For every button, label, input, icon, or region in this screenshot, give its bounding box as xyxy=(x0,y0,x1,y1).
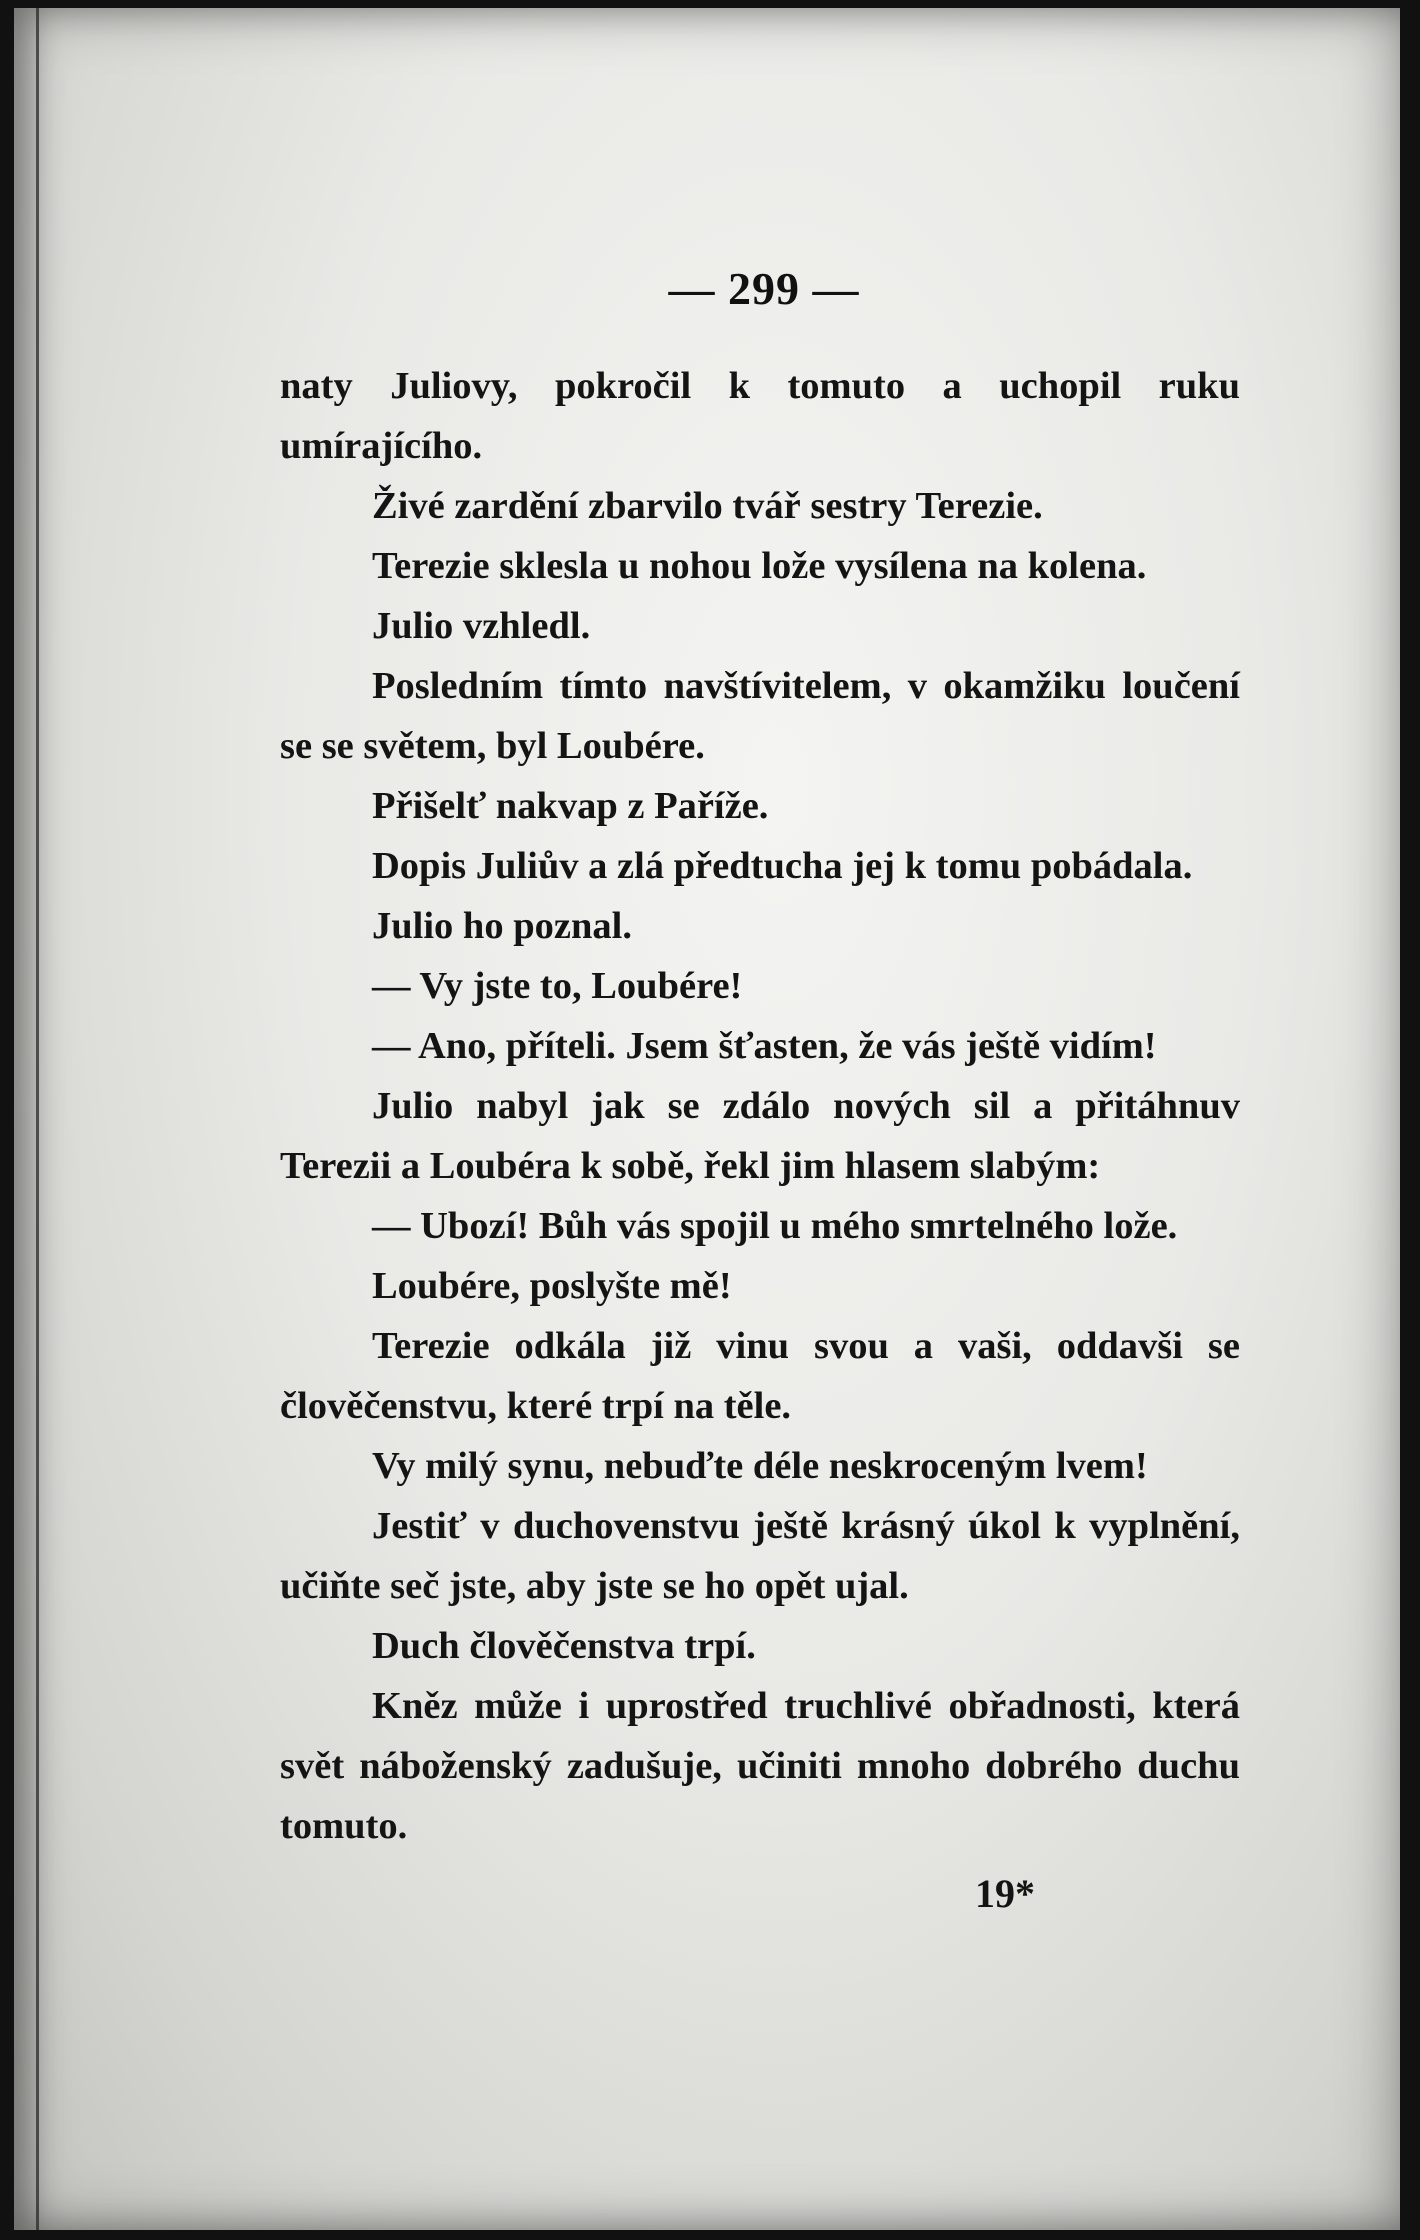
paragraph: Julio ho poznal. xyxy=(372,905,632,947)
paragraph: Julio nabyl jak se zdálo nových sil a přitáhnuv Terezii a Loubéra k sobě, řekl jim hlasem slabým: xyxy=(280,1085,1240,1187)
paragraph: — Vy jste to, Loubére! xyxy=(372,965,743,1007)
paragraph: Terezie odkála již vinu svou a vaši, oddavši se člověčenstvu, které trpí na těle. xyxy=(280,1325,1240,1427)
paragraph: Přišelť nakvap z Paříže. xyxy=(372,785,769,827)
paragraph: Loubére, poslyšte mě! xyxy=(372,1265,732,1307)
binding-shadow xyxy=(36,8,39,2230)
paragraph: Duch člověčenstva trpí. xyxy=(372,1625,756,1667)
paragraph: naty Juliovy, pokročil k tomuto a uchopil ruku umírajícího. xyxy=(280,365,1240,467)
paragraph: Julio vzhledl. xyxy=(372,605,591,647)
paragraph: Dopis Juliův a zlá předtucha jej k tomu pobádala. xyxy=(372,845,1193,887)
paragraph: Terezie sklesla u nohou lože vysílena na kolena. xyxy=(372,545,1147,587)
paragraph: Posledním tímto navštívitelem, v okamžiku loučení se se světem, byl Loubére. xyxy=(280,665,1240,767)
body-text xyxy=(280,356,1240,1856)
paragraph: — Ano, příteli. Jsem šťasten, že vás ještě vidím! xyxy=(372,1025,1157,1067)
paragraph: Jestiť v duchovenstvu ještě krásný úkol k vyplnění, učiňte seč jste, aby jste se ho opět ujal. xyxy=(280,1505,1240,1607)
paragraph: Vy milý synu, nebuďte déle neskroceným lvem! xyxy=(372,1445,1148,1487)
paragraph: Kněz může i uprostřed truchlivé obřadnosti, která svět náboženský zadušuje, učiniti mnoho dobrého duchu tomuto. xyxy=(280,1685,1240,1847)
page-number: — 299 — xyxy=(668,263,860,314)
paragraph: Živé zardění zbarvilo tvář sestry Terezie. xyxy=(372,485,1043,527)
printer-signature-mark: 19* xyxy=(975,1871,1035,1916)
paragraph: — Ubozí! Bůh vás spojil u mého smrtelného lože. xyxy=(372,1205,1178,1247)
